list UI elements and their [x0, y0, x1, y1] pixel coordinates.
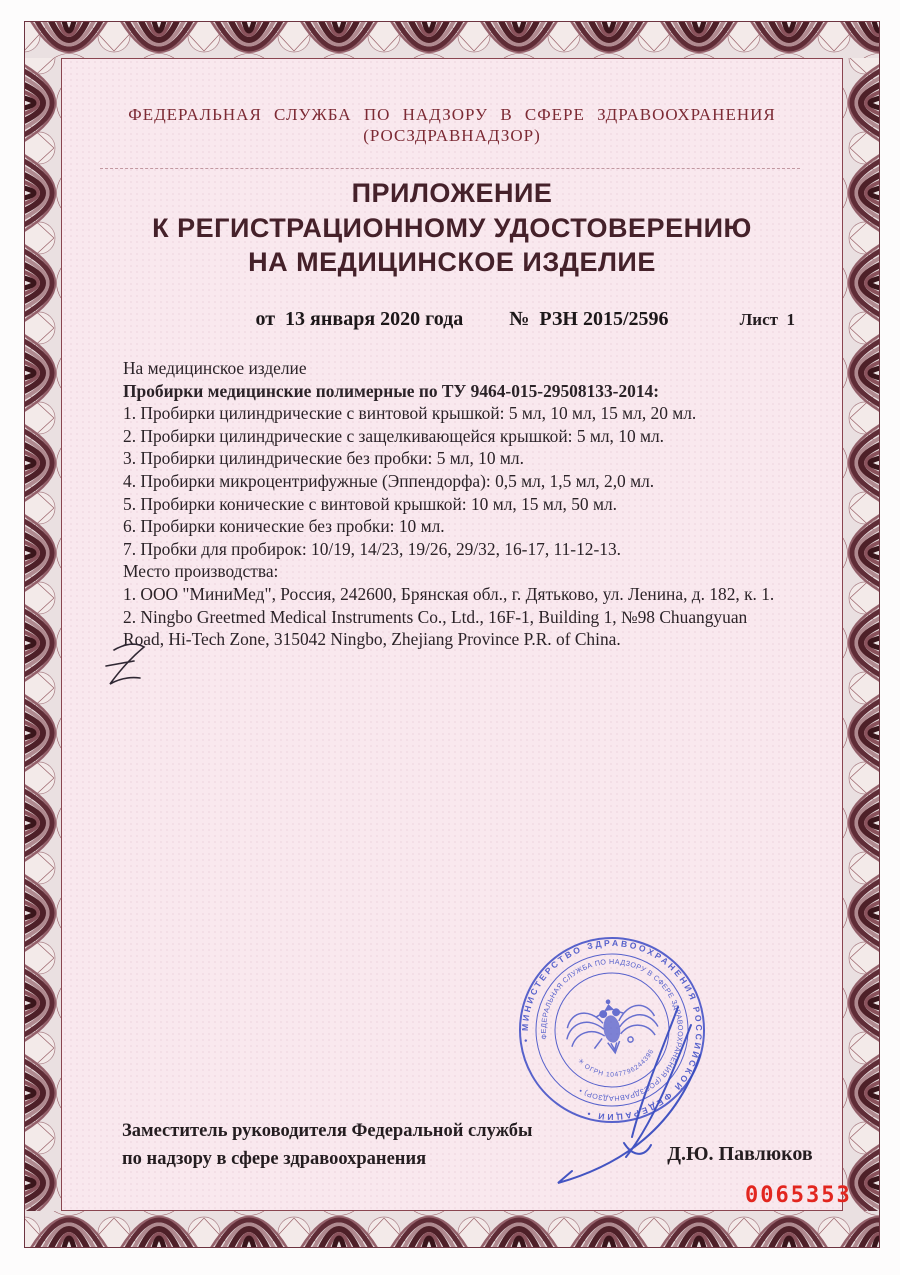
stamp-ogrn-text: ✳ ОГРН 1047796244396 — [576, 1047, 656, 1079]
product-item: 6. Пробирки конические без пробки: 10 мл. — [123, 516, 445, 537]
signatory-name: Д.Ю. Павлюков — [667, 1143, 813, 1165]
header-divider — [100, 168, 800, 169]
product-item: 3. Пробирки цилиндрические без пробки: 5 мл, 10 мл. — [123, 448, 524, 469]
agency-short-name: (РОСЗДРАВНАДЗОР) — [363, 126, 541, 145]
product-item: 7. Пробки для пробирок: 10/19, 14/23, 19/26, 29/32, 16-17, 11-12-13. — [123, 538, 621, 559]
signature — [528, 985, 738, 1200]
title-line-2: К РЕГИСТРАЦИОННОМУ УДОСТОВЕРЕНИЮ — [152, 212, 752, 243]
title-line-1: ПРИЛОЖЕНИЕ — [351, 178, 553, 208]
registration-date: от 13 января 2020 года — [255, 308, 464, 330]
issuing-agency — [61, 104, 843, 146]
position-line-2: по надзору в сфере здравоохранения — [122, 1149, 427, 1169]
registration-number: № РЗН 2015/2596 — [509, 308, 669, 330]
production-heading: Место производства: — [123, 561, 279, 582]
product-item: 1. Пробирки цилиндрические с винтовой крышкой: 5 мл, 10 мл, 15 мл, 20 мл. — [123, 403, 697, 424]
certificate-body — [123, 357, 823, 651]
production-site: Road, Hi-Tech Zone, 315042 Ningbo, Zhejiang Province P.R. of China. — [123, 629, 621, 650]
stamp-inner-ring-text: ФЕДЕРАЛЬНАЯ СЛУЖБА ПО НАДЗОРУ В СФЕРЕ ЗДРАВООХРАНЕНИЯ (РОСЗДРАВНАДЗОР) • — [538, 956, 686, 1104]
position-line-1: Заместитель руководителя Федеральной службы — [122, 1121, 533, 1141]
product-item: 5. Пробирки конические с винтовой крышкой: 10 мл, 15 мл, 50 мл. — [123, 493, 617, 514]
handwritten-mark — [98, 638, 168, 698]
product-item: 2. Пробирки цилиндрические с защелкивающейся крышкой: 5 мл, 10 мл. — [123, 425, 665, 446]
production-site: 1. ООО "МиниМед", Россия, 242600, Брянская обл., г. Дятьково, ул. Ленина, д. 182, к. 1. — [123, 583, 775, 604]
title-line-3: НА МЕДИЦИНСКОЕ ИЗДЕЛИЕ — [248, 247, 656, 277]
product-item: 4. Пробирки микроцентрифужные (Эппендорфа): 0,5 мл, 1,5 мл, 2,0 мл. — [123, 470, 655, 491]
stamp-outer-ring-text: • МИНИСТЕРСТВО ЗДРАВООХРАНЕНИЯ РОССИЙСКОЙ ФЕДЕРАЦИИ • — [519, 937, 705, 1123]
sheet-number: Лист 1 — [739, 310, 795, 329]
production-site: 2. Ningbo Greetmed Medical Instruments Co., Ltd., 16F-1, Building 1, №98 Chuangyuan — [123, 606, 748, 627]
body-intro: На медицинское изделие — [123, 358, 307, 378]
document-title — [61, 176, 843, 280]
product-heading: Пробирки медицинские полимерные по ТУ 9464-015-29508133-2014: — [123, 380, 660, 401]
agency-name: ФЕДЕРАЛЬНАЯ СЛУЖБА ПО НАДЗОРУ В СФЕРЕ ЗДРАВООХРАНЕНИЯ — [128, 105, 776, 124]
form-serial-number: 0065353 — [745, 1183, 852, 1208]
